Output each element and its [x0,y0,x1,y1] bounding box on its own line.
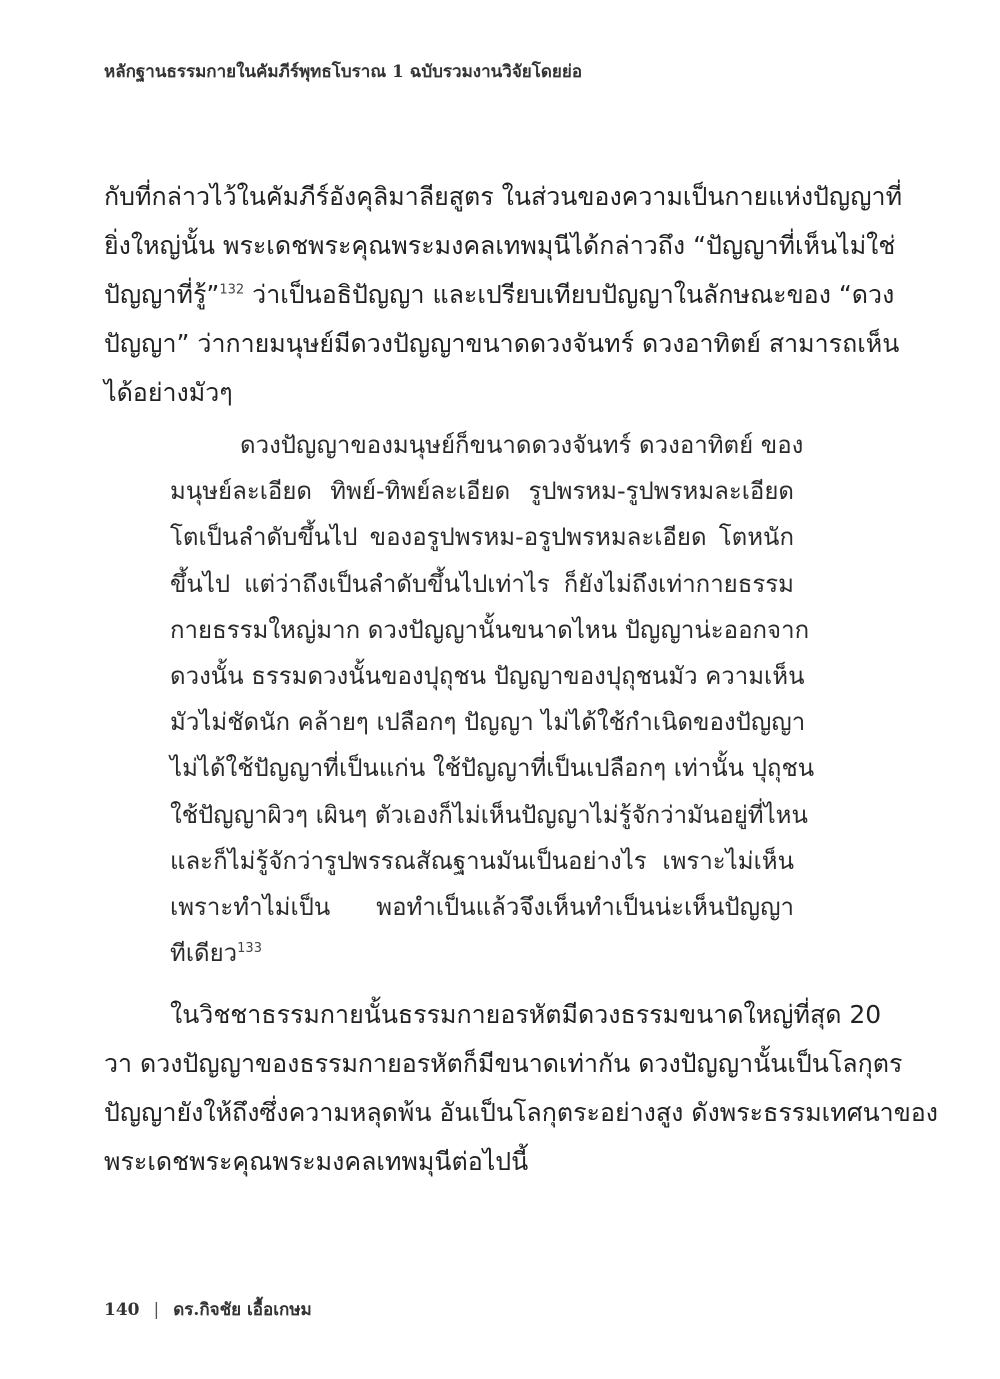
footer-separator: | [153,1300,160,1320]
quote-line: ดวงปัญญาของมนุษย์ก็ขนาดดวงจันทร์ ดวงอาทิตย์ ของ [240,431,804,459]
paragraph-line: กับที่กล่าวไว้ในคัมภีร์อังคุลิมาลียสูตร ในส่วนของความเป็นกายแห่งปัญญาที่ [104,182,903,211]
footnote-ref-132: 132 [219,282,245,298]
paragraph-line: ในวิชชาธรรมกายนั้นธรรมกายอรหัตมีดวงธรรมขนาดใหญ่ที่สุด 20 [170,1000,882,1029]
quote-line [170,930,794,976]
footnote-ref-133: 133 [237,941,262,957]
paragraph-line: พระเดชพระคุณพระมงคลเทพมุนีต่อไปนี้ [104,1147,529,1176]
quote-line: และก็ไม่รู้จักว่ารูปพรรณสัณฐานมันเป็นอย่างไร เพราะไม่เห็น [170,846,794,875]
block-quote [170,422,815,976]
quote-line: ดวงนั้น ธรรมดวงนั้นของปุถุชน ปัญญาของปุถุชนมัว ความเห็น [170,662,805,691]
quote-line: โตเป็นลำดับขึ้นไป ของอรูปพรหม-อรูปพรหมละเอียด โตหนัก [170,523,794,552]
quote-line: กายธรรมใหญ่มาก ดวงปัญญานั้นขนาดไหน ปัญญาน่ะออกจาก [170,615,810,644]
paragraph-line: ปัญญายังให้ถึงซึ่งความหลุดพ้น อันเป็นโลกุตระอย่างสูง ดังพระธรรมเทศนาของ [104,1098,939,1127]
paragraph-line-prefix: ปัญญาที่รู้” [104,280,220,309]
paragraph-line [104,270,895,319]
quote-line: ไม่ได้ใช้ปัญญาที่เป็นแก่น ใช้ปัญญาที่เป็นเปลือกๆ เท่านั้น ปุถุชน [170,754,815,783]
paragraph-line: วา ดวงปัญญาของธรรมกายอรหัตก็มีขนาดเท่ากัน ดวงปัญญานั้นเป็นโลกุตร [104,1049,903,1078]
paragraph-line-rest: ว่าเป็นอธิปัญญา และเปรียบเทียบปัญญาในลักษณะของ “ดวง [252,280,895,309]
body-paragraph-1 [104,172,903,417]
paragraph-line: ปัญญา” ว่ากายมนุษย์มีดวงปัญญาขนาดดวงจันทร์ ดวงอาทิตย์ สามารถเห็น [104,329,900,358]
quote-line: มนุษย์ละเอียด ทิพย์-ทิพย์ละเอียด รูปพรหม-รูปพรหมละเอียด [170,477,794,506]
quote-line: เพราะทำไม่เป็น พอทำเป็นแล้วจึงเห็นทำเป็นน่ะเห็นปัญญา [170,893,794,922]
quote-line: ขึ้นไป แต่ว่าถึงเป็นลำดับขึ้นไปเท่าไร ก็ยังไม่ถึงเท่ากายธรรม [170,569,794,598]
quote-last-text: ทีเดียว [170,939,238,968]
running-header-title: หลักฐานธรรมกายในคัมภีร์พุทธโบราณ 1 ฉบับรวมงานวิจัยโดยย่อ [104,62,583,82]
body-paragraph-2 [104,990,939,1186]
paragraph-line: ยิ่งใหญ่นั้น พระเดชพระคุณพระมงคลเทพมุนีได้กล่าวถึง “ปัญญาที่เห็นไม่ใช่ [104,231,896,260]
footer-author: ดร.กิจชัย เอื้อเกษม [173,1300,312,1320]
page-footer [104,1296,312,1323]
quote-line: มัวไม่ชัดนัก คล้ายๆ เปลือกๆ ปัญญา ไม่ได้ใช้กำเนิดของปัญญา [170,708,806,737]
paragraph-line: ได้อย่างมัวๆ [104,378,233,407]
quote-line: ใช้ปัญญาผิวๆ เผินๆ ตัวเองก็ไม่เห็นปัญญาไม่รู้จักว่ามันอยู่ที่ไหน [170,800,808,829]
page-number: 140 [104,1300,140,1320]
